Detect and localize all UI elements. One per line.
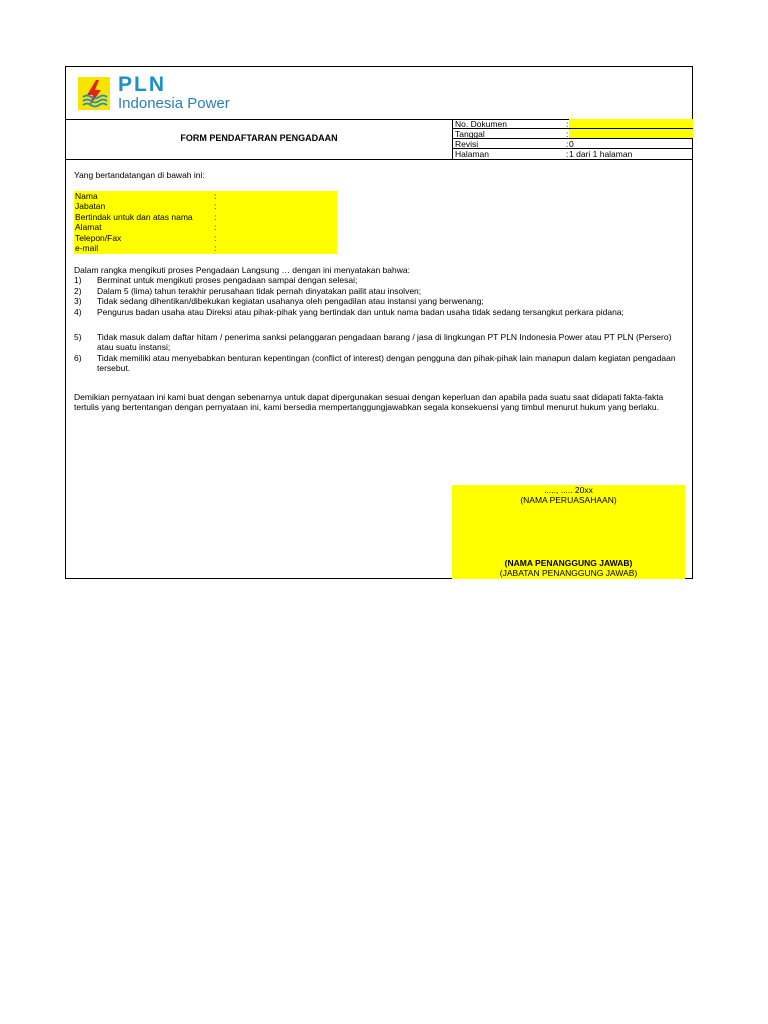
statement-intro-text: Dalam rangka mengikuti proses Pengadaan Langsung … dengan ini menyatakan bahwa: [74, 265, 410, 275]
list-item-text: Tidak sedang dihentikan/dibekukan kegiatan usahanya oleh pengadilan atau instansi yang berwenang; [97, 296, 484, 307]
list-item-text: Pengurus badan usaha atau Direksi atau pihak-pihak yang bertindak dan untuk nama badan usaha tidak sedang tersangkut perkara pidana; [97, 306, 624, 317]
form-sheet [65, 66, 693, 579]
signature-responsible-position[interactable]: (JABATAN PENANGGUNG JAWAB) [499, 568, 638, 579]
meta-label: No. Dokumen [455, 119, 507, 129]
identity-label: Jabatan [75, 201, 106, 212]
meta-label: Revisi [455, 139, 479, 149]
closing-paragraph: Demikian pernyataan ini kami buat dengan sebenarnya untuk dapat dipergunakan sesuai dengan keperluan dan apabila pada suatu saat didapati fakta-fakta tertulis yang bertentangan dengan pernyataan ini, kami bersedia mempertanggungjawabkan segala konsekuensi yang timbul menurut hukum yang berlaku. [74, 392, 664, 413]
tanggal-field[interactable] [569, 129, 693, 138]
meta-row-halaman [453, 149, 693, 159]
identity-row-email[interactable] [74, 243, 337, 253]
meta-colon: : [566, 139, 569, 149]
identity-row-telepon[interactable] [74, 233, 337, 243]
identity-label: e-mail [75, 243, 99, 253]
signature-block [452, 485, 685, 579]
identity-label: Alamat [75, 222, 102, 233]
no-dokumen-field[interactable] [569, 119, 693, 128]
pln-logo-icon [78, 77, 110, 110]
meta-colon: : [566, 129, 569, 139]
logo-text-indonesia-power: Indonesia Power [118, 95, 230, 112]
identity-row-alamat[interactable] [74, 222, 337, 232]
identity-colon: : [214, 222, 217, 233]
signature-responsible-name[interactable]: (NAMA PENANGGUNG JAWAB) [504, 557, 633, 568]
identity-label: Telepon/Fax [75, 232, 122, 243]
meta-row-tanggal [453, 129, 693, 139]
list-item-text: Tidak masuk dalam daftar hitam / penerima sanksi pelanggaran pengadaan barang / jasa di lingkungan PT PLN Indonesia Power atau PT PLN (Persero) atau suatu instansi; [97, 331, 672, 352]
list-item-text: Dalam 5 (lima) tahun terakhir perusahaan tidak pernah dinyatakan pailit atau insolven; [97, 285, 422, 296]
statement-intro [74, 265, 686, 275]
list-item-number: 3) [74, 296, 82, 307]
identity-fields [74, 191, 337, 254]
list-item-number: 6) [74, 353, 82, 363]
signature-date[interactable]: ....., ..... 20xx [544, 485, 593, 495]
meta-label: Tanggal [455, 129, 485, 139]
logo-text-pln: PLN [118, 73, 166, 96]
meta-label: Halaman [455, 149, 490, 159]
meta-row-revisi [453, 139, 693, 149]
logo-header [66, 67, 692, 120]
meta-row-no-dokumen [453, 119, 693, 129]
halaman-value: 1 dari 1 halaman [569, 149, 633, 159]
list-item-number: 2) [74, 285, 82, 296]
identity-row-nama[interactable] [74, 191, 337, 201]
list-item-text: Berminat untuk mengikuti proses pengadaan sampai dengan selesai; [97, 275, 358, 286]
list-item-number: 4) [74, 306, 82, 317]
meta-colon: : [566, 149, 569, 159]
identity-row-jabatan[interactable] [74, 201, 337, 211]
identity-colon: : [214, 243, 217, 253]
identity-colon: : [214, 191, 217, 201]
identity-label: Bertindak untuk dan atas nama [75, 211, 193, 222]
list-item-number: 5) [74, 331, 82, 342]
title-row [66, 119, 692, 160]
identity-colon: : [214, 201, 217, 212]
intro-line: Yang bertandatangan di bawah ini: [74, 170, 205, 180]
revisi-value: 0 [569, 139, 574, 149]
identity-colon: : [214, 232, 217, 243]
list-item-number: 1) [74, 275, 82, 286]
identity-label: Nama [75, 191, 98, 201]
list-item-text: Tidak memiliki atau menyebabkan benturan kepentingan (conflict of interest) dengan pengguna dan pihak-pihak lain manapun dalam kegiatan pengadaan tersebut. [97, 353, 676, 374]
identity-row-bertindak[interactable] [74, 212, 337, 222]
signature-company[interactable]: (NAMA PERUASAHAAN) [520, 495, 617, 506]
document-meta-table [452, 119, 693, 159]
form-title: FORM PENDAFTARAN PENGADAAN [180, 133, 338, 143]
identity-colon: : [214, 211, 217, 222]
meta-colon: : [566, 119, 569, 129]
